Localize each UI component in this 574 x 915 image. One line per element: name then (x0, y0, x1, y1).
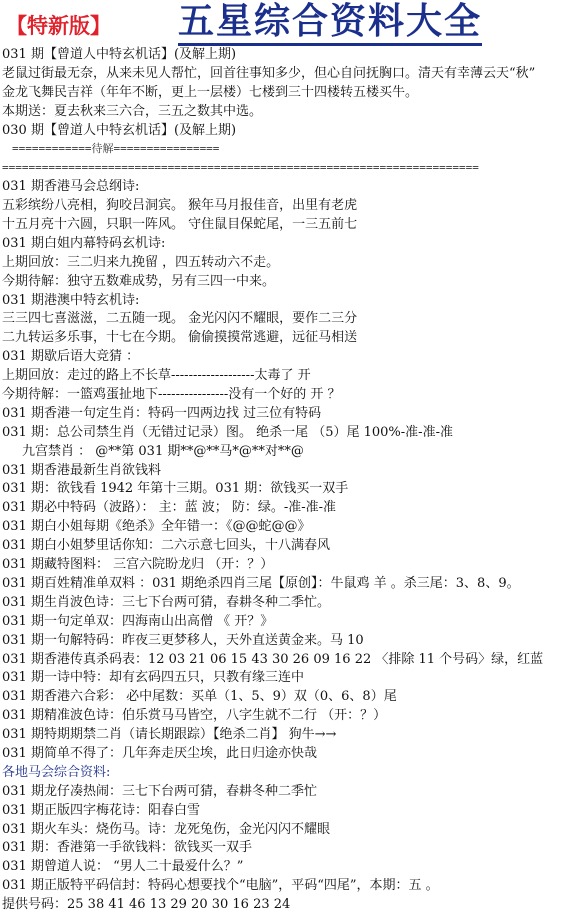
text-line: 031 期必中特码（波路）： 主：蓝 波； 防：绿。-准-准-准 (2, 500, 337, 516)
text-line: 031 期正版特平码信封：特码心想要找个“电脑”，平码“四尾”，本期：五 。 (2, 878, 439, 894)
text-line: 031 期香港传真杀码表：12 03 21 06 15 43 30 26 09 16 22 〈排除 11 个号码〉绿，红蓝 (2, 651, 544, 667)
text-line: 上期回放：走过的路上不长草-------------------太毒了 开 (2, 368, 311, 384)
text-line: 老鼠过街最无奈，从来未见人帮忙，回首往事知多少，但心自问抚胸口。清天有幸薄云天“秋” (2, 65, 536, 81)
text-line: 031 期白小姐每期《绝杀》全年错一：《@@蛇@@》 (2, 519, 311, 535)
text-line: 五彩缤纷八亮相，狗咬吕洞宾。 猴年马月报佳音，出里有老虎 (2, 198, 358, 214)
separator-line: ============待解================ (12, 142, 220, 156)
text-line: 本期送：夏去秋来三六合，三五之数其中选。 (2, 103, 263, 119)
text-line: 031 期：香港第一手欲钱料：欲钱买一双手 (2, 840, 252, 856)
text-line: 031 期港澳中特玄机诗: (2, 292, 140, 308)
text-line: 031 期香港马会总纲诗: (2, 179, 140, 195)
text-line: 九宫禁肖 ： @**第 031 期**@**马*@**对**@ (22, 443, 304, 459)
text-line: 今期待解：独守五数难成势，另有三四一中来。 (2, 273, 276, 289)
text-line: 上期回放：三二归来九挽留 ，四五转动六不走。 (2, 254, 280, 270)
text-line: 031 期简单不得了：几年奔走厌尘埃，此日归途亦快哉 (2, 745, 317, 761)
edition-badge: 【特新版】 (6, 14, 111, 38)
text-line: 031 期一句解特码：昨夜三更梦移人，天外直送黄金来。马 10 (2, 632, 364, 648)
text-line: 031 期白小姐梦里话你知：二六示意七回头，十八满春风 (2, 538, 330, 554)
text-line: 今期待解：一篮鸡蛋扯地下----------------没有一个好的 开 ？ (2, 387, 341, 403)
text-line: 031 期一诗中特：却有玄码四五只，只教有缘三连中 (2, 670, 304, 686)
text-line: 二九转运多乐事，十七在今期。 偷偷摸摸常逃避，远征马相送 (2, 330, 358, 346)
text-line: 提供号码：25 38 41 46 13 29 20 30 16 23 24 (2, 897, 291, 913)
text-line: 031 期生肖波色诗：三七下台两可猜，春耕冬种二季忙。 (2, 594, 330, 610)
text-line: 031 期火车头：烧伤马。诗：龙死兔伤，金光闪闪不耀眼 (2, 821, 330, 837)
text-line: 031 期【曾道人中特玄机话】(及解上期) (2, 47, 237, 62)
text-line: 031 期一句定单双：四海南山出高僧 《 开？》 (2, 613, 274, 629)
text-line: 031 期特期期禁二肖（请长期跟踪）【绝杀二肖】 狗牛→→ (2, 727, 337, 743)
text-line: 031 期：欲钱看 1942 年第十三期。031 期：欲钱买一双手 (2, 481, 349, 497)
text-line: 031 期曾道人说： “男人二十最爱什么？” (2, 859, 244, 875)
text-line: 031 期香港最新生肖欲钱料 (2, 462, 161, 478)
text-line: 金龙飞舞民吉祥（年年不断，更上一层楼）七楼到三十四楼转五楼买牛。 (2, 84, 419, 100)
separator-line: ======================================================================== (2, 161, 479, 175)
text-line: 031 期龙仔凑热闹：三七下台两可猜，春耕冬种二季忙 (2, 783, 317, 799)
text-line: 031 期百姓精准单双料 ：031 期绝杀四肖三尾【原创】：牛鼠鸡 羊 。杀三尾：3、8、9。 (2, 575, 520, 591)
text-line: 031 期正版四字梅花诗：阳春白雪 (2, 802, 200, 818)
text-line: 十五月亮十六圆，只职一阵风。 守住鼠目保蛇尾，一三五前七 (2, 217, 358, 233)
section-heading: 各地马会综合资料: (2, 764, 111, 780)
text-line: 031 期歇后语大竞猜 ： (2, 349, 140, 365)
document-header (0, 0, 574, 50)
text-body (0, 46, 574, 915)
page-title: 五星综合资料大全 (178, 1, 482, 46)
text-line: 031 期香港六合彩： 必中尾数：买单（1、5、9）双（0、6、8）尾 (2, 689, 397, 705)
text-line: 031 期精准波色诗：伯乐赏马马皆空，八字生就不二行 （开：？） (2, 708, 387, 724)
text-line: 031 期藏特图料： 三宫六院盼龙归 （开：？） (2, 557, 274, 573)
text-line: 030 期【曾道人中特玄机话】(及解上期) (2, 122, 237, 138)
text-line: 031 期香港一句定生肖：特码一四两边找 过三位有特码 (2, 405, 322, 421)
text-line: 031 期白姐内幕特码玄机诗: (2, 235, 166, 251)
text-line: 031 期：总公司禁生肖（无错过记录）图。 绝杀一尾 （5）尾 100%-准-准-准 (2, 424, 453, 440)
text-line: 三三四七喜滋滋，二五随一现。 金光闪闪不耀眼，要作二三分 (2, 311, 358, 327)
